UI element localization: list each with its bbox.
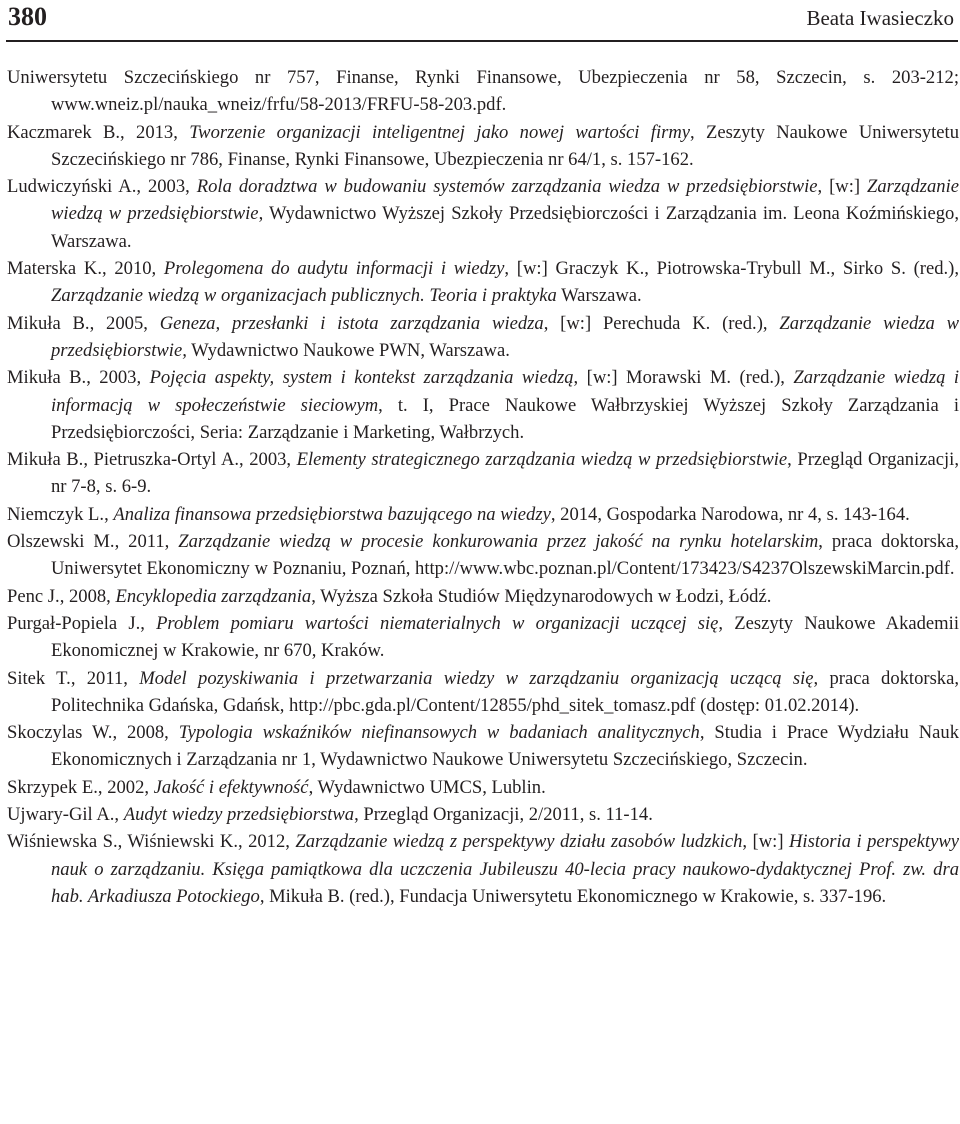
reference-text: , Mikuła B. (red.), Fundacja Uniwersytetu Ekonomicznego w Krakowie, s. 337-196. xyxy=(259,885,887,907)
reference-author: Mikuła B. xyxy=(7,367,87,389)
reference-text: , xyxy=(114,804,124,826)
reference-title: Zarządzanie wiedzą z perspektywy działu zasobów ludzkich xyxy=(295,831,743,853)
reference-title: Problem pomiaru wartości niematerialnych w organizacji uczącej się xyxy=(156,612,719,634)
reference-text: , [w:] Perechuda K. (red.), xyxy=(543,312,780,334)
reference-title: Encyklopedia zarządzania xyxy=(115,585,312,607)
reference-text: , praca doktorska, Politechnika Gdańska, Gdańsk, http://pbc.gda.pl/Content/12855/phd_sitek_tomasz.pdf (dostęp: 01.02.2014). xyxy=(51,667,960,716)
reference-title: Zarządzanie wiedzą w procesie konkurowania przez jakość na rynku hotelarskim xyxy=(178,531,819,553)
reference-author: Ujwary-Gil A. xyxy=(7,804,115,826)
reference-text: , Studia i Prace Wydziału Nauk Ekonomicznych i Zarządzania nr 1, Wydawnictwo Naukowe Uniwersytetu Szczecińskiego, Szczecin. xyxy=(51,722,959,771)
reference-text: , 2008, xyxy=(112,722,179,744)
reference-entry xyxy=(7,801,959,828)
reference-author: Mikuła B., Pietruszka-Ortyl A. xyxy=(7,449,240,471)
reference-title: Model pozyskiwania i przetwarzania wiedzy w zarządzaniu organizacją uczącą się xyxy=(139,667,814,689)
reference-text: , xyxy=(140,612,157,634)
header-rule xyxy=(6,40,958,42)
reference-author: Purgał-Popiela J. xyxy=(7,612,141,634)
reference-text: , 2010, xyxy=(101,258,164,280)
reference-text: , 2005, xyxy=(89,312,160,334)
reference-text: Wydawnictwo Naukowe PWN, Warszawa. xyxy=(186,339,510,361)
reference-title: Audyt wiedzy przedsiębiorstwa xyxy=(123,804,355,826)
reference-title: Zarządzanie wiedzą i informacją w społeczeństwie sieciowym xyxy=(51,367,959,416)
reference-text: , 2002, xyxy=(97,776,154,798)
reference-author: Skoczylas W. xyxy=(7,722,113,744)
reference-text: Warszawa. xyxy=(556,285,642,307)
reference-title: Prolegomena do audytu informacji i wiedzy xyxy=(163,258,505,280)
reference-entry xyxy=(7,64,959,119)
reference-entry xyxy=(7,828,959,910)
reference-text: , [w:] xyxy=(817,176,868,198)
reference-list xyxy=(7,64,959,910)
reference-entry xyxy=(7,310,959,365)
reference-entry xyxy=(7,774,959,801)
page-number: 380 xyxy=(8,2,47,31)
reference-author: Ludwiczyński A. xyxy=(7,176,137,198)
reference-entry xyxy=(7,501,959,528)
reference-title: Typologia wskaźników niefinansowych w badaniach analitycznych xyxy=(178,722,700,744)
reference-text: , t. I, Prace Naukowe Wałbrzyskiej Wyższej Szkoły Zarządzania i Przedsiębiorczości, Seria: Zarządzanie i Marketing, Wałbrzych. xyxy=(51,394,959,443)
reference-title: Jakość i efektywność xyxy=(153,776,309,798)
reference-title: Historia i perspektywy nauk o zarządzaniu. Księga pamiątkowa dla uczczenia Jubileuszu 40-lecia pracy naukowo-dydaktycznej Prof. zw. dra hab. Arkadiusza Potockiego xyxy=(51,831,959,907)
reference-text: , 2003, xyxy=(239,449,297,471)
reference-entry xyxy=(7,364,959,446)
reference-title: Geneza, przesłanki i istota zarządzania wiedza xyxy=(159,312,544,334)
reference-text: , [w:] Graczyk K., Piotrowska-Trybull M., Sirko S. (red.), xyxy=(504,258,959,280)
reference-text: , 2014, Gospodarka Narodowa, nr 4, s. 143-164. xyxy=(550,503,910,525)
reference-entry xyxy=(7,719,959,774)
reference-entry xyxy=(7,665,959,720)
reference-text: , 2003, xyxy=(136,176,197,198)
reference-title: Tworzenie organizacji inteligentnej jako nowej wartości firmy xyxy=(189,121,691,143)
reference-entry xyxy=(7,528,959,583)
reference-text: , Zeszyty Naukowe Akademii Ekonomicznej w Krakowie, nr 670, Kraków. xyxy=(51,612,959,662)
reference-text: , 2003, xyxy=(86,367,150,389)
reference-text: , [w:] Morawski M. (red.), xyxy=(573,367,794,389)
reference-author: Niemczyk L. xyxy=(7,503,105,525)
page-header xyxy=(0,0,960,44)
reference-text: , 2013, xyxy=(120,121,190,143)
reference-text: , 2011, xyxy=(114,531,179,553)
reference-title: Rola doradztwa w budowaniu systemów zarządzania wiedza w przedsiębiorstwie xyxy=(196,176,818,198)
reference-author: Wiśniewska S., Wiśniewski K. xyxy=(7,831,238,853)
reference-title: Zarządzanie wiedza w przedsiębiorstwie, xyxy=(51,312,960,361)
running-head-author: Beata Iwasieczko xyxy=(806,6,954,30)
reference-text: , 2008, xyxy=(59,585,116,607)
reference-entry xyxy=(7,610,959,665)
reference-author: Penc J. xyxy=(7,585,60,607)
reference-entry xyxy=(7,173,959,255)
reference-text: , 2012, xyxy=(237,831,296,853)
reference-entry xyxy=(7,583,959,610)
reference-title: Elementy strategicznego zarządzania wiedzą w przedsiębiorstwie xyxy=(296,449,788,471)
reference-text: , xyxy=(104,503,114,525)
reference-text: , 2011, xyxy=(70,667,140,689)
reference-text: , Wyższa Szkoła Studiów Międzynarodowych w Łodzi, Łódź. xyxy=(311,585,772,607)
reference-author: Olszewski M. xyxy=(7,531,115,553)
reference-author: Skrzypek E. xyxy=(7,776,98,798)
reference-author: Materska K. xyxy=(7,258,102,280)
reference-text: , Zeszyty Naukowe Uniwersytetu Szczecińskiego nr 786, Finanse, Rynki Finansowe, Ubezpieczenia nr 64/1, s. 157-162. xyxy=(51,121,960,170)
reference-title: Zarządzanie wiedzą w organizacjach publicznych. Teoria i praktyka xyxy=(51,285,557,307)
reference-text: Uniwersytetu Szczecińskiego nr 757, Finanse, Rynki Finansowe, Ubezpieczenia nr 58, Szczecin, s. 203-212; www.wneiz.pl/nauka_wneiz/frfu/58-2013/FRFU-58-203.pdf. xyxy=(7,67,959,116)
reference-author: Kaczmarek B. xyxy=(7,121,121,143)
reference-author: Mikuła B. xyxy=(7,312,90,334)
reference-text: , Przegląd Organizacji, 2/2011, s. 11-14. xyxy=(354,804,653,826)
reference-text: , [w:] xyxy=(742,831,789,853)
reference-text: , praca doktorska, Uniwersytet Ekonomiczny w Poznaniu, Poznań, http://www.wbc.poznan.pl/Content/173423/S4237OlszewskiMarcin.pdf. xyxy=(51,531,960,580)
reference-text: , Przegląd Organizacji, nr 7-8, s. 6-9. xyxy=(51,449,959,498)
reference-title: Pojęcia aspekty, system i kontekst zarządzania wiedzą xyxy=(149,367,574,389)
reference-text: , Wydawnictwo Wyższej Szkoły Przedsiębiorczości i Zarządzania im. Leona Koźmińskiego, Warszawa. xyxy=(51,203,960,252)
reference-author: Sitek T. xyxy=(7,667,71,689)
reference-title: Analiza finansowa przedsiębiorstwa bazującego na wiedzy xyxy=(113,503,551,525)
reference-title: Zarządzanie wiedzą w przedsiębiorstwie xyxy=(51,176,959,225)
reference-entry xyxy=(7,255,959,310)
reference-text: , Wydawnictwo UMCS, Lublin. xyxy=(308,776,546,798)
reference-entry xyxy=(7,446,959,501)
reference-entry xyxy=(7,119,959,174)
